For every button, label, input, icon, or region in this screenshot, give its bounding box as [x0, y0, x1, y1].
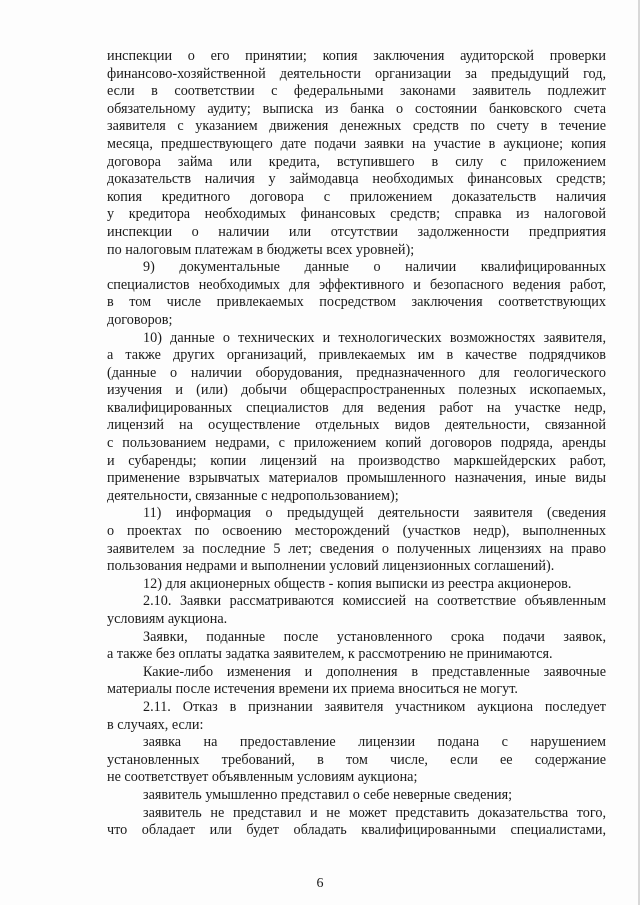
text-line: у кредитора необходимых финансовых средств; справка из налоговой: [107, 206, 606, 223]
text-line: копия кредитного договора с приложением доказательств наличия: [107, 188, 606, 205]
text-line: заявка на предоставление лицензии подана с нарушением: [143, 734, 606, 751]
text-line: инспекции о его принятии; копия заключения аудиторской проверки: [107, 48, 606, 64]
text-line: доказательств наличия у займодавца необходимых финансовых средств;: [107, 171, 606, 188]
text-line: обязательному аудиту; выписка из банка о состоянии банковского счета: [107, 100, 606, 117]
text-line: не соответствует объявленным условиям аукциона;: [107, 769, 418, 786]
text-line: и субаренды; копии лицензий на производство маркшейдерских работ,: [107, 452, 606, 469]
text-line: месяца, предшествующего дате подачи заявки на участие в аукционе; копия: [107, 135, 606, 152]
text-line: заявителя с указанием движения денежных средств по счету в течение: [107, 118, 606, 135]
text-line: лицензий на осуществление отдельных видов деятельности, связанной: [107, 417, 606, 434]
page-number: 6: [316, 876, 324, 891]
text-line: финансово-хозяйственной деятельности организации за предыдущий год,: [107, 65, 606, 82]
text-line: квалифицированных специалистов для ведения работ на участке недр,: [107, 399, 606, 416]
text-line: договоров;: [107, 311, 173, 328]
text-line: 12) для акционерных обществ - копия выписки из реестра акционеров.: [143, 575, 572, 592]
text-line: установленных требований, в том числе, если ее содержание: [107, 751, 606, 768]
text-line: специалистов необходимых для эффективного и безопасного ведения работ,: [107, 276, 606, 293]
text-line: инспекции о наличии или отсутствии задолженности предприятия: [107, 223, 606, 240]
text-line: 9) документальные данные о наличии квалифицированных: [143, 259, 606, 276]
text-line: если в соответствии с федеральными законами заявитель подлежит: [107, 83, 606, 100]
text-line: а также других организаций, привлекаемых им в качестве подрядчиков: [107, 347, 606, 364]
text-line: в том числе привлекаемых посредством заключения соответствующих: [107, 294, 606, 311]
text-line: Заявки, поданные после установленного срока подачи заявок,: [143, 628, 606, 645]
text-line: 2.11. Отказ в признании заявителя участником аукциона последует: [143, 698, 606, 715]
text-line: Какие-либо изменения и дополнения в представленные заявочные: [143, 663, 606, 680]
text-line: применение взрывчатых материалов промышленного назначения, иные виды: [107, 470, 606, 487]
text-line: 2.10. Заявки рассматриваются комиссией на соответствие объявленным: [143, 593, 606, 610]
text-line: (данные о наличии оборудования, предназначенного для геологического: [107, 364, 606, 381]
text-line: что обладает или будет обладать квалифицированными специалистами,: [107, 822, 606, 839]
text-line: пользования недрами и выполнении условий лицензионных соглашений).: [107, 558, 555, 575]
text-line: по налоговым платежам в бюджеты всех уровней);: [107, 241, 415, 258]
text-line: а также без оплаты задатка заявителем, к рассмотрению не принимаются.: [107, 646, 553, 663]
text-line: заявитель умышленно представил о себе неверные сведения;: [143, 786, 513, 803]
text-line: материалы после истечения времени их приема вноситься не могут.: [107, 681, 518, 698]
text-line: с пользованием недрами, с приложением копий договоров подряда, аренды: [107, 435, 606, 452]
text-line: условиям аукциона.: [107, 611, 228, 627]
text-line: заявителем за последние 5 лет; сведения о полученных лицензиях на право: [107, 540, 606, 557]
text-line: 10) данные о технических и технологических возможностях заявителя,: [143, 329, 606, 346]
body-text: [107, 48, 606, 840]
text-line: 11) информация о предыдущей деятельности заявителя (сведения: [143, 505, 606, 522]
text-line: договора займа или кредита, вступившего в силу с приложением: [107, 153, 606, 170]
text-line: заявитель не представил и не может представить доказательства того,: [143, 804, 606, 821]
text-line: в случаях, если:: [107, 716, 204, 733]
text-line: изучения и (или) добычи общераспространенных полезных ископаемых,: [107, 382, 606, 399]
text-line: о проектах по освоению месторождений (участков недр), выполненных: [107, 523, 606, 540]
text-line: деятельности, связанные с недропользованием);: [107, 487, 399, 504]
